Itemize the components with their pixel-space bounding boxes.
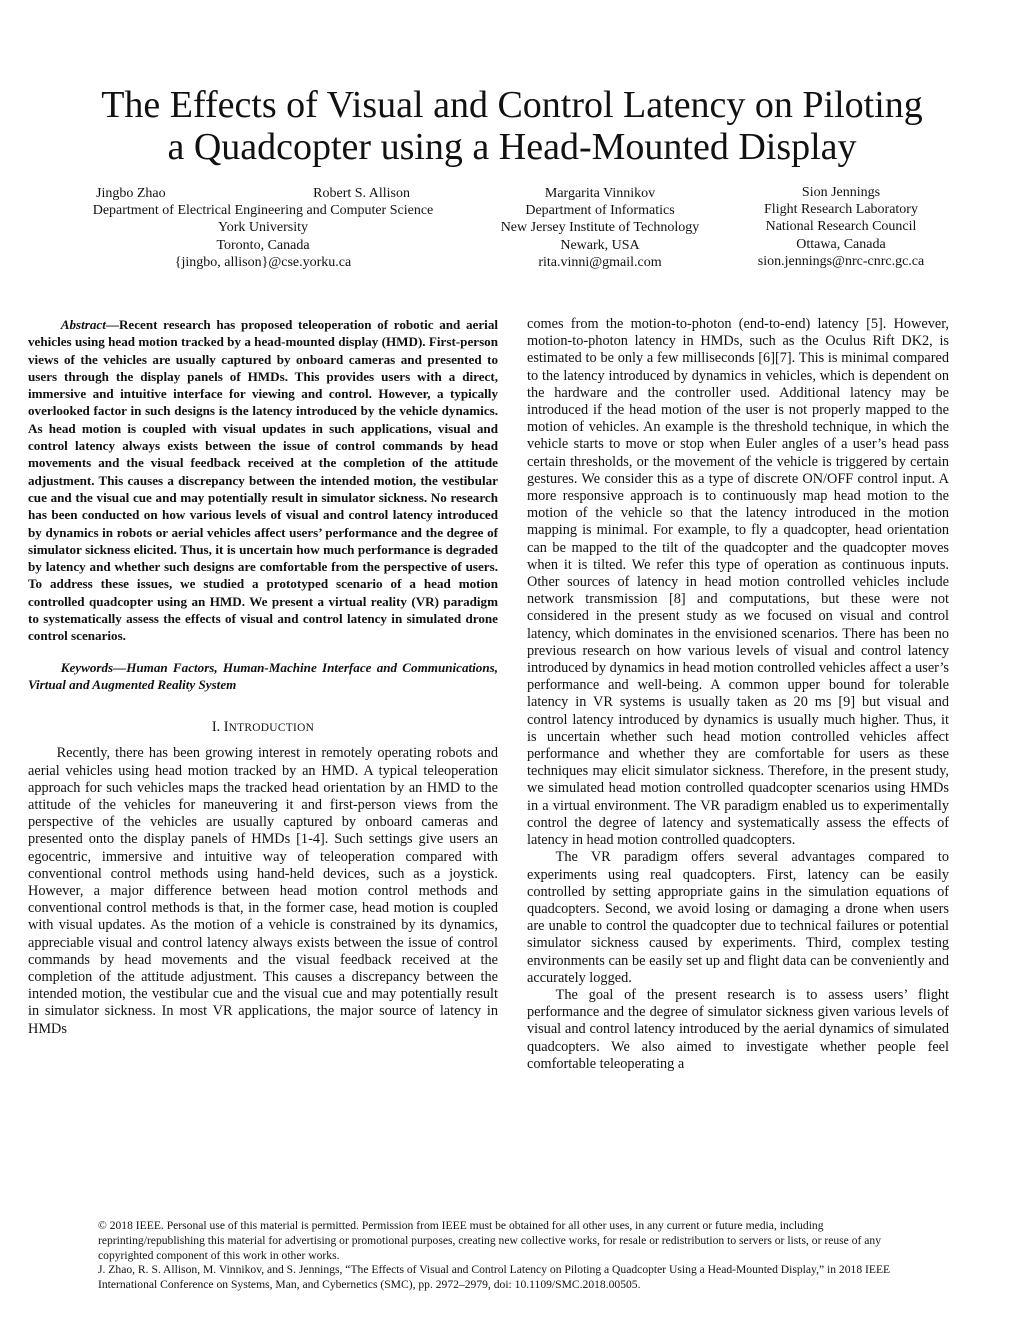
section-title-rest: NTRODUCTION — [228, 722, 315, 735]
author-email: sion.jennings@nrc-cnrc.gc.ca — [757, 253, 925, 269]
author-location: Newark, USA — [560, 237, 640, 253]
intro-paragraph: Recently, there has been growing interest in remotely operating robots and aerial vehicles using head motion tracked by an HMD. A typical teleoperation approach for such vehicles maps the tracked head orientation by an HMD to the attitude of the vehicles for maneuvering it and first-person views from the perspective of the vehicles are usually captured by onboard cameras and presented onto the display panels of HMDs [1-4]. Such settings give users an egocentric, immersive and intuitive way of teleoperation compared with conventional control methods using hand-held devices, such as a joystick. However, a major difference between head motion control methods and conventional control methods is that, in the former case, head motion is coupled with visual updates. As the motion of a vehicle is constrained by its dynamics, appreciable visual and control latency always exists between the issue of control commands by head movements and the visual feedback received at the completion of the attitude adjustment. This causes a discrepancy between the intended motion, the vestibular cue and the visual cue and may potentially result in simulator sickness. In most VR applications, the major source of latency in HMDs — [28, 745, 498, 1037]
section-number: I. — [211, 719, 221, 736]
abstract-label: Abstract — [60, 317, 106, 332]
author-name: Robert S. Allison — [313, 186, 410, 201]
author-name: Sion Jennings — [801, 185, 881, 200]
author-email: rita.vinni@gmail.com — [538, 254, 662, 270]
author-dept: Department of Informatics — [525, 203, 675, 219]
section-title-initial: I — [223, 719, 229, 736]
author-names-row — [58, 185, 468, 202]
title-line-1: The Effects of Visual and Control Latency on Piloting — [101, 84, 923, 126]
paper-title — [40, 84, 984, 168]
author-location: Ottawa, Canada — [796, 236, 886, 252]
body-paragraph: comes from the motion-to-photon (end-to-end) latency [5]. However, motion-to-photon latency in HMDs, such as the Oculus Rift DK2, is estimated to be only a few milliseconds [6][7]. This is minimal compared to the latency introduced by dynamics in vehicles, which is dependent on the hardware and the controller used. Additional latency may be introduced if the head motion of the user is not properly mapped to the motion of vehicles. An example is the threshold technique, in which the vehicle starts to move or stop when Euler angles of a user’s head pass certain thresholds, or the movement of the vehicle is triggered by certain gestures. We consider this as a type of discrete ON/OFF control input. A more responsive approach is to continuously map head motion to the motion of the vehicle so that the latency introduced in the motion mapping is minimal. For example, to fly a quadcopter, head orientation can be mapped to the tilt of the quadcopter and the quadcopter moves when it is tilted. We refer this type of operation as continuous inputs. Other sources of latency in head motion controlled vehicles include network transmission [8] and computations, but these were not considered in the present study as we focused on visual and control latency, which dominates in the envisioned scenarios. There has been no previous research on how various levels of visual and control latency introduced by dynamics in head motion controlled vehicles affect a user’s performance and well-being. A common upper bound for tolerable latency in VR systems is usually taken as 20 ms [9] but visual and control latency introduced by dynamics is usually much higher. Thus, it is uncertain whether such head motion controlled vehicles affect performance and whether they are comfortable for users as these techniques may elicit simulator sickness. Therefore, in the present study, we simulated head motion controlled quadcopter scenarios using HMDs in a virtual environment. The VR paradigm enabled us to experimentally control the degree of latency and systematically assess the effects of latency in head motion controlled quadcopters. — [527, 316, 949, 849]
title-line-2: a Quadcopter using a Head-Mounted Display — [167, 126, 857, 168]
copyright-notice: © 2018 IEEE. Personal use of this material is permitted. Permission from IEEE must be obtained for all other uses, in any current or future media, including reprinting/republishing this material for advertising or promotional purposes, creating new collective works, for resale or redistribution to servers or lists, or reuse of any copyrighted component of this work in other works. — [98, 1219, 882, 1262]
author-institution: National Research Council — [765, 219, 917, 235]
author-name: Jingbo Zhao — [96, 186, 166, 201]
keywords-text: —Human Factors, Human-Machine Interface and Communications, Virtual and Augmented Reality System — [28, 659, 498, 692]
body-paragraph: The goal of the present research is to assess users’ flight performance and the degree of simulator sickness given various levels of visual and control latency introduced by the aerial dynamics of simulated quadcopters. We also aimed to investigate whether people feel comfortable teleoperating a — [527, 986, 949, 1072]
keywords — [28, 659, 498, 694]
right-column — [527, 316, 949, 1073]
author-institution: New Jersey Institute of Technology — [500, 220, 700, 236]
author-block-york — [58, 185, 468, 271]
left-column — [28, 316, 498, 1038]
author-email: {jingbo, allison}@cse.yorku.ca — [174, 254, 352, 270]
abstract — [28, 316, 498, 645]
copyright-footer — [98, 1219, 926, 1293]
author-block-nrc — [735, 184, 947, 270]
author-dept: Flight Research Laboratory — [764, 202, 918, 218]
author-block-njit — [470, 185, 730, 271]
citation-notice: J. Zhao, R. S. Allison, M. Vinnikov, and S. Jennings, “The Effects of Visual and Control Latency on Piloting a Quadcopter Using a Head-Mounted Display,” in 2018 IEEE International Conference on Systems, Man, and Cybernetics (SMC), pp. 2972–2979, doi: 10.1109/SMC.2018.00505. — [98, 1263, 891, 1292]
keywords-label: Keywords — [60, 659, 114, 675]
author-location: Toronto, Canada — [216, 237, 310, 253]
author-name: Margarita Vinnikov — [544, 186, 656, 201]
author-institution: York University — [218, 220, 308, 236]
body-paragraph: The VR paradigm offers several advantages compared to experiments using real quadcopters. First, latency can be easily controlled by setting appropriate gains in the simulation equations of quadcopters. Second, we avoid losing or damaging a drone when users are unable to control the quadcopter due to technical failures or potential simulator sickness caused by experiments. Third, complex testing environments can be easily set up and flight data can be conveniently and accurately logged. — [527, 849, 949, 986]
abstract-text: —Recent research has proposed teleoperation of robotic and aerial vehicles using head motion tracked by a head-mounted display (HMD). First-person views of the vehicles are usually captured by onboard cameras and presented to users through the display panels of HMDs. This provides users with a direct, immersive and intuitive interface for viewing and control. However, a typically overlooked factor in such designs is the latency introduced by the vehicle dynamics. As head motion is coupled with visual updates in such applications, visual and control latency always exists between the issue of control commands by head movements and the visual feedback received at the completion of the attitude adjustment. This causes a discrepancy between the intended motion, the vestibular cue and the visual cue and may potentially result in simulator sickness. No research has been conducted on how various levels of visual and control latency introduced by dynamics in robots or aerial vehicles affect users’ performance and the degree of simulator sickness elicited. Thus, it is uncertain how much performance is degraded by latency and whether such designs are comfortable from the perspective of users. To address these issues, we studied a prototyped scenario of a head motion controlled quadcopter using an HMD. We present a virtual reality (VR) paradigm to systematically assess the effects of visual and control latency in simulated drone control scenarios. — [28, 317, 498, 644]
section-heading-introduction — [28, 719, 498, 737]
author-dept: Department of Electrical Engineering and Computer Science — [92, 203, 434, 219]
